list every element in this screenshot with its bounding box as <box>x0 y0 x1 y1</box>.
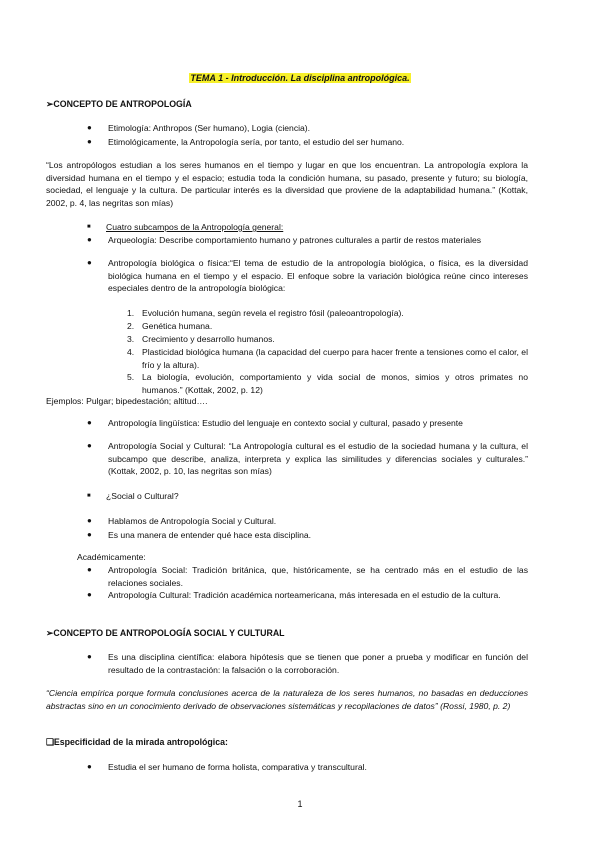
bullet-icon: ● <box>87 123 92 132</box>
bullet-icon: ● <box>87 565 92 574</box>
list-item: ● Antropología biológica o física:“El tema de estudio de la antropología biológica, o física, es la diversidad biológica humana en el tiempo y el espacio. El enfoque sobre la variación biológica reúne cinco intereses especiales dentro de la antropología biológica: <box>87 258 528 294</box>
bullet-icon: ● <box>87 652 92 661</box>
examples-line: Ejemplos: Pulgar; bipedestación; altitud…. <box>46 396 208 406</box>
list-item: ● Es una disciplina científica: elabora hipótesis que se tienen que poner a prueba y modificar en función del resultado de la contrastación: la falsación o la corroboración. <box>87 652 528 675</box>
bullet-icon: ● <box>87 516 92 525</box>
highlighted-title: TEMA 1 - Introducción. La disciplina antropológica. <box>190 73 410 83</box>
bullet-icon: ● <box>87 762 92 771</box>
list-item: ● Etimología: Anthropos (Ser humano), Logia (ciencia). <box>87 123 311 133</box>
bullet-icon: ● <box>87 590 92 599</box>
bullet-icon: ● <box>87 418 92 427</box>
heading-especificidad: ❑Especificidad de la mirada antropológica: <box>46 737 228 747</box>
list-item: ● Arqueología: Describe comportamiento humano y patrones culturales a partir de restos materiales <box>87 235 482 245</box>
list-item: ● Antropología Cultural: Tradición académica norteamericana, más interesada en el estudio de la cultura. <box>87 590 501 600</box>
heading-concepto-antropologia: ➢CONCEPTO DE ANTROPOLOGÍA <box>46 99 192 109</box>
list-item: ● Antropología lingüística: Estudio del lenguaje en contexto social y cultural, pasado y presente <box>87 418 463 428</box>
academic-label: Académicamente: <box>77 552 146 562</box>
list-item: ● Etimológicamente, la Antropología sería, por tanto, el estudio del ser humano. <box>87 137 405 147</box>
bullet-icon: ● <box>87 235 92 244</box>
bullet-icon: ● <box>87 137 92 146</box>
bullet-icon: ● <box>87 441 92 450</box>
numbered-item: 1. Evolución humana, según revela el registro fósil (paleoantropología). <box>127 308 404 318</box>
numbered-item: 4. Plasticidad biológica humana (la capacidad del cuerpo para hacer frente a tensiones como el calor, el frío y la altura). <box>127 347 528 370</box>
list-item: ● Antropología Social: Tradición británica, que, históricamente, se ha centrado más en el estudio de las relaciones sociales. <box>87 565 528 588</box>
list-item: ● Antropología Social y Cultural: “La Antropología cultural es el estudio de la sociedad humana y la cultura, el subcampo que describe, analiza, interpreta y explica las similitudes y diferencias sociales y culturales.” (Kottak, 2002, p. 10, las negritas son mías) <box>87 441 528 477</box>
social-cultural-heading: ■ ¿Social o Cultural? <box>87 491 179 501</box>
list-item: ● Estudia el ser humano de forma holista, comparativa y transcultural. <box>87 762 367 772</box>
subfields-heading: ■ Cuatro subcampos de la Antropología general: <box>87 222 284 232</box>
list-item: ● Hablamos de Antropología Social y Cultural. <box>87 516 277 526</box>
list-item: ● Es una manera de entender qué hace esta disciplina. <box>87 530 312 540</box>
numbered-item: 2. Genética humana. <box>127 321 213 331</box>
square-bullet-icon: ■ <box>87 493 91 499</box>
rossi-quote: “Ciencia empírica porque formula conclusiones acerca de la naturaleza de los seres humanos, no basadas en deducciones abstractas sino en un conocimiento derivado de observaciones sistemáticas y recopilaciones de datos” (Rossi, 1980, p. 2) <box>46 688 528 711</box>
bullet-icon: ● <box>87 258 92 267</box>
page-number: 1 <box>297 799 303 809</box>
numbered-item: 3. Crecimiento y desarrollo humanos. <box>127 334 275 344</box>
numbered-item: 5. La biología, evolución, comportamiento y vida social de monos, simios y otros primates no humanos.” (Kottak, 2002, p. 12) <box>127 372 528 395</box>
document-title <box>0 72 600 85</box>
heading-antropologia-social-cultural: ➢CONCEPTO DE ANTROPOLOGÍA SOCIAL Y CULTURAL <box>46 628 285 638</box>
kottak-quote: “Los antropólogos estudian a los seres humanos en el tiempo y lugar en que los encuentran. La antropología explora la diversidad humana en el tiempo y el espacio; estudia toda la condición humana, su pasado, presente y futuro; su biología, sociedad, el lenguaje y la cultura. De particular interés es la diversidad que proviene de la adaptabilidad humana.” (Kottak, 2002, p. 4, las negritas son mías) <box>46 160 528 208</box>
bullet-icon: ● <box>87 530 92 539</box>
square-bullet-icon: ■ <box>87 224 91 230</box>
